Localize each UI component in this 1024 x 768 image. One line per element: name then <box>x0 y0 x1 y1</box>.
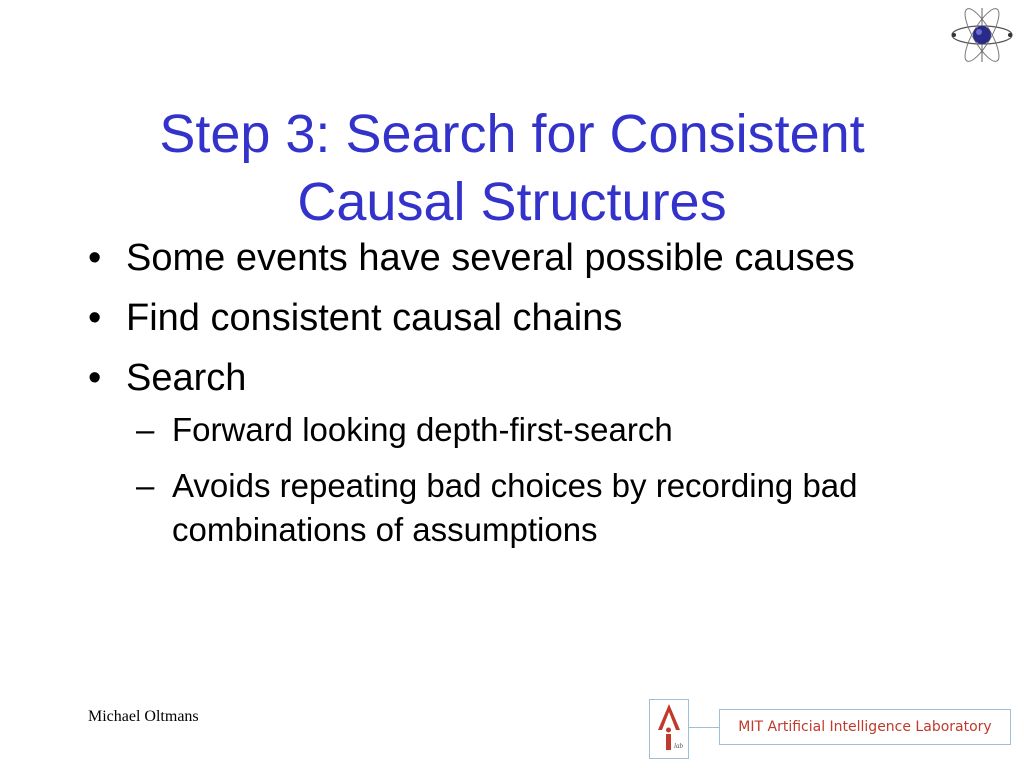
logo-connector <box>688 727 719 728</box>
title-line-2: Causal Structures <box>297 172 727 233</box>
sub-bullet-marker: – <box>136 467 155 504</box>
sub-bullet-marker: – <box>136 411 155 448</box>
title-line-1: Step 3: Search for Consistent <box>159 104 865 165</box>
sub-bullet-item <box>136 408 968 452</box>
bullet-marker: • <box>88 297 102 339</box>
author-name: Michael Oltmans <box>88 708 199 725</box>
sub-bullet-text: Avoids repeating bad choices by recording bad combinations of assumptions <box>172 467 858 548</box>
bullet-item <box>88 234 968 282</box>
bullet-item <box>88 294 968 342</box>
bullet-marker: • <box>88 357 102 399</box>
bullet-text: Find consistent causal chains <box>126 297 623 339</box>
atom-icon <box>948 6 1016 64</box>
bullet-text: Some events have several possible causes <box>126 237 855 279</box>
bullet-marker: • <box>88 237 102 279</box>
ai-lab-logo-graphic <box>650 700 688 758</box>
bullet-item <box>88 354 968 402</box>
slide-title <box>60 100 964 236</box>
bullet-list <box>88 234 968 564</box>
ai-lab-logo-icon <box>649 699 689 759</box>
svg-text:lab: lab <box>674 742 683 750</box>
sub-bullet-text: Forward looking depth-first-search <box>172 411 673 448</box>
lab-name: MIT Artificial Intelligence Laboratory <box>719 709 1011 745</box>
bullet-text: Search <box>126 357 247 399</box>
sub-bullet-item <box>136 464 968 552</box>
